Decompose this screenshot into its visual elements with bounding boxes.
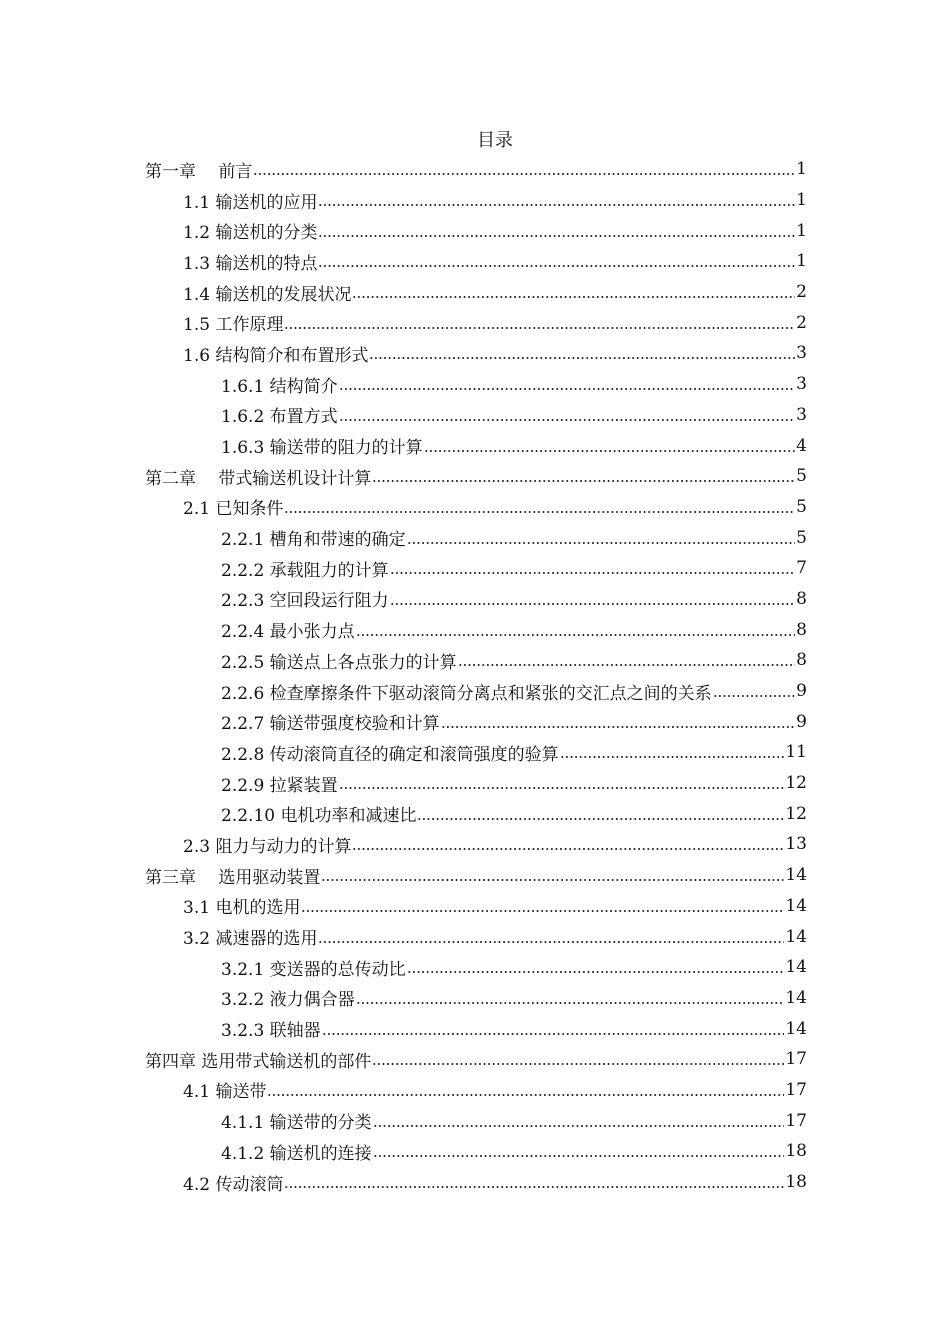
toc-entry[interactable] [183, 921, 807, 952]
toc-entry[interactable] [221, 676, 807, 707]
toc-entry-page-number: 9 [796, 711, 807, 732]
toc-entry-page-number: 5 [796, 496, 807, 517]
toc-entry-label: 2.2.7 输送带强度校验和计算 [221, 714, 440, 735]
toc-entry[interactable] [221, 1136, 807, 1167]
toc-entry[interactable] [183, 829, 807, 860]
toc-entry-page-number: 14 [785, 895, 807, 916]
toc-entry[interactable] [183, 338, 807, 369]
toc-entry[interactable] [221, 1013, 807, 1044]
toc-entry-label: 1.4 输送机的发展状况 [183, 284, 352, 305]
dot-leader [339, 418, 796, 422]
toc-entry-label: 1.1 输送机的应用 [183, 192, 318, 213]
toc-entry-label: 第一章 前言 [145, 161, 253, 182]
toc-entry-label: 1.2 输送机的分类 [183, 223, 318, 244]
toc-entry[interactable] [221, 553, 807, 584]
dot-leader [284, 1185, 784, 1189]
toc-entry-page-number: 11 [785, 742, 807, 763]
dot-leader [356, 1001, 785, 1005]
toc-entry[interactable] [183, 1075, 807, 1106]
toc-entry[interactable] [145, 1044, 807, 1075]
dot-leader [390, 571, 796, 575]
toc-entry-page-number: 1 [796, 159, 807, 180]
toc-entry-label: 2.2.6 检查摩擦条件下驱动滚筒分离点和紧张的交汇点之间的关系 [221, 683, 712, 704]
toc-entry-page-number: 18 [785, 1141, 807, 1162]
toc-entry-label: 2.3 阻力与动力的计算 [183, 836, 352, 857]
toc-entry-page-number: 14 [785, 865, 807, 886]
toc-entry-label: 4.1.1 输送带的分类 [221, 1113, 372, 1134]
toc-entry[interactable] [183, 246, 807, 277]
toc-entry-page-number: 17 [785, 1049, 807, 1070]
dot-leader [284, 326, 795, 330]
toc-entry-label: 2.1 已知条件 [183, 499, 284, 520]
toc-entry[interactable] [183, 891, 807, 922]
toc-entry-page-number: 14 [785, 957, 807, 978]
toc-entry[interactable] [145, 461, 807, 492]
toc-entry[interactable] [221, 522, 807, 553]
dot-leader [301, 909, 784, 913]
toc-entry-label: 2.2.8 传动滚筒直径的确定和滚筒强度的验算 [221, 744, 559, 765]
toc-entry-label: 2.2.2 承载阻力的计算 [221, 560, 389, 581]
dot-leader [372, 1062, 784, 1066]
toc-entry[interactable] [221, 645, 807, 676]
toc-entry[interactable] [183, 215, 807, 246]
toc-entry-label: 第三章 选用驱动装置 [145, 867, 321, 888]
toc-entry-page-number: 18 [785, 1172, 807, 1193]
toc-entry[interactable] [183, 1167, 807, 1198]
toc-entry-page-number: 17 [785, 1079, 807, 1100]
dot-leader [713, 694, 796, 698]
toc-entry-page-number: 7 [796, 558, 807, 579]
toc-entry-label: 2.2.5 输送点上各点张力的计算 [221, 652, 457, 673]
toc-entry-page-number: 14 [785, 987, 807, 1008]
toc-entry[interactable] [221, 706, 807, 737]
toc-entry-page-number: 3 [796, 343, 807, 364]
dot-leader [369, 356, 795, 360]
dot-leader [373, 1154, 785, 1158]
toc-entry-page-number: 1 [796, 251, 807, 272]
toc-entry[interactable] [183, 185, 807, 216]
toc-entry-label: 4.2 传动滚筒 [183, 1174, 284, 1195]
dot-leader [372, 479, 795, 483]
dot-leader [441, 725, 796, 729]
toc-entry-label: 3.2.1 变送器的总传动比 [221, 959, 406, 980]
toc-entry[interactable] [183, 277, 807, 308]
toc-entry-label: 3.1 电机的选用 [183, 898, 301, 919]
toc-entry-page-number: 13 [785, 834, 807, 855]
dot-leader [339, 786, 785, 790]
toc-entry-page-number: 8 [796, 588, 807, 609]
dot-leader [424, 449, 796, 453]
dot-leader [321, 878, 784, 882]
toc-entry[interactable] [145, 154, 807, 185]
toc-entry-page-number: 1 [796, 220, 807, 241]
toc-entry-page-number: 2 [796, 312, 807, 333]
toc-entry[interactable] [221, 983, 807, 1014]
toc-entry-label: 1.6 结构简介和布置形式 [183, 345, 369, 366]
toc-entry-label: 第二章 带式输送机设计计算 [145, 468, 372, 489]
dot-leader [284, 510, 795, 514]
toc-entry-page-number: 12 [785, 803, 807, 824]
toc-entry-label: 2.2.9 拉紧装置 [221, 775, 338, 796]
toc-entry[interactable] [221, 798, 807, 829]
dot-leader [560, 755, 785, 759]
table-of-contents [0, 154, 950, 1197]
dot-leader [318, 203, 795, 207]
toc-entry-page-number: 8 [796, 650, 807, 671]
dot-leader [407, 970, 785, 974]
toc-entry-label: 第四章 选用带式输送机的部件 [145, 1051, 372, 1072]
toc-entry-page-number: 14 [785, 926, 807, 947]
toc-entry-page-number: 2 [796, 282, 807, 303]
toc-entry-label: 3.2 减速器的选用 [183, 929, 318, 950]
toc-entry-page-number: 9 [796, 681, 807, 702]
dot-leader [352, 295, 795, 299]
toc-entry[interactable] [183, 492, 807, 523]
dot-leader [352, 847, 784, 851]
dot-leader [339, 387, 796, 391]
toc-title: 目录 [477, 130, 513, 151]
toc-entry-label: 1.3 输送机的特点 [183, 253, 318, 274]
dot-leader [407, 541, 796, 545]
toc-entry-label: 4.1 输送带 [183, 1082, 267, 1103]
dot-leader [318, 264, 795, 268]
toc-entry-page-number: 1 [796, 190, 807, 211]
toc-entry-label: 1.6.3 输送带的阻力的计算 [221, 438, 423, 459]
toc-entry-page-number: 5 [796, 527, 807, 548]
toc-entry-label: 2.2.10 电机功率和减速比 [221, 806, 417, 827]
toc-entry-page-number: 14 [785, 1018, 807, 1039]
toc-entry-label: 1.6.1 结构简介 [221, 376, 338, 397]
toc-entry-label: 1.5 工作原理 [183, 315, 284, 336]
toc-entry[interactable] [183, 307, 807, 338]
toc-entry-page-number: 4 [796, 435, 807, 456]
toc-entry[interactable] [221, 1105, 807, 1136]
toc-entry-label: 2.2.4 最小张力点 [221, 622, 355, 643]
toc-entry-page-number: 12 [785, 773, 807, 794]
toc-entry-label: 3.2.3 联轴器 [221, 1021, 321, 1042]
dot-leader [267, 1093, 784, 1097]
toc-entry[interactable] [145, 860, 807, 891]
toc-entry[interactable] [221, 430, 807, 461]
toc-entry[interactable] [221, 400, 807, 431]
dot-leader [318, 940, 784, 944]
toc-entry-label: 4.1.2 输送机的连接 [221, 1143, 372, 1164]
toc-entry-page-number: 17 [785, 1110, 807, 1131]
dot-leader [458, 663, 796, 667]
dot-leader [390, 602, 796, 606]
dot-leader [373, 1124, 785, 1128]
toc-entry-label: 1.6.2 布置方式 [221, 407, 338, 428]
dot-leader [322, 1032, 785, 1036]
dot-leader [253, 172, 795, 176]
toc-entry[interactable] [221, 737, 807, 768]
toc-entry[interactable] [221, 369, 807, 400]
toc-entry[interactable] [221, 768, 807, 799]
toc-entry-label: 2.2.1 槽角和带速的确定 [221, 530, 406, 551]
dot-leader [318, 234, 795, 238]
toc-entry[interactable] [221, 614, 807, 645]
dot-leader [417, 817, 784, 821]
toc-entry[interactable] [221, 952, 807, 983]
toc-entry-label: 2.2.3 空回段运行阻力 [221, 591, 389, 612]
dot-leader [356, 633, 796, 637]
toc-entry-page-number: 3 [796, 404, 807, 425]
toc-entry-label: 3.2.2 液力偶合器 [221, 990, 355, 1011]
toc-entry[interactable] [221, 584, 807, 615]
toc-entry-page-number: 5 [796, 466, 807, 487]
toc-entry-page-number: 8 [796, 619, 807, 640]
toc-entry-page-number: 3 [796, 374, 807, 395]
